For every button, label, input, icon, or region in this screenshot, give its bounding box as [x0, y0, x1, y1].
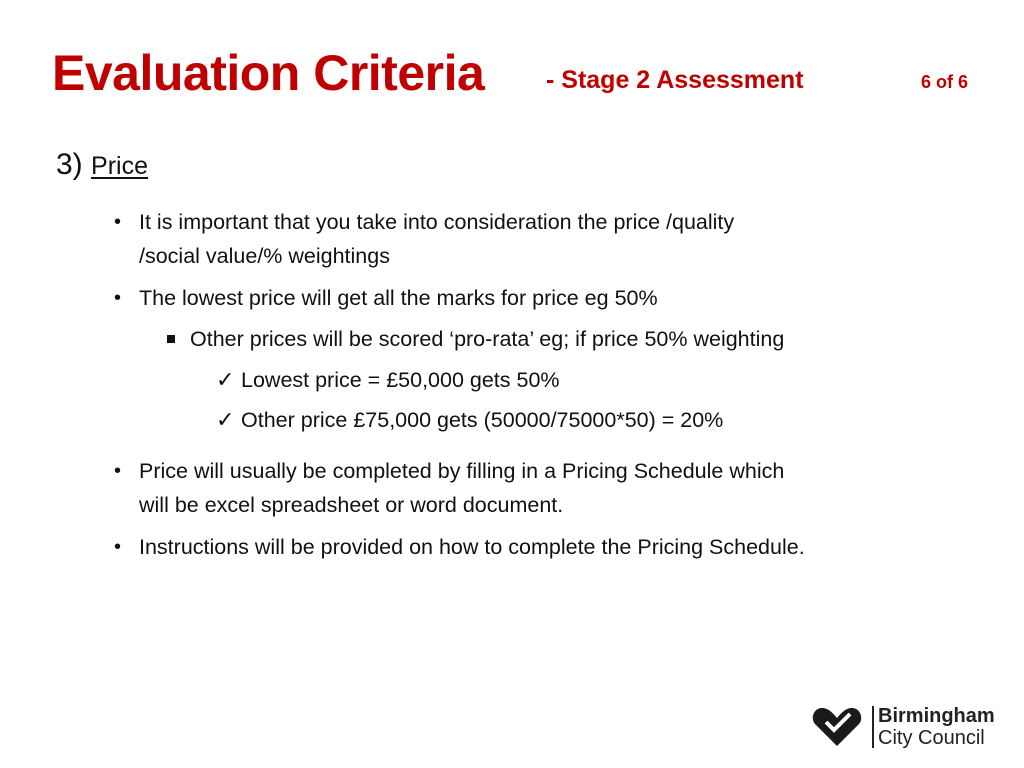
list-item — [114, 454, 785, 488]
list-item-text: Instructions will be provided on how to complete the Pricing Schedule. — [139, 535, 805, 559]
bullet-dot-icon: • — [114, 287, 122, 309]
list-item-text: Price will usually be completed by filling in a Pricing Schedule which — [139, 459, 785, 483]
bullet-dot-icon: • — [114, 460, 122, 482]
logo-name-line2: City Council — [878, 727, 985, 749]
logo-divider — [872, 706, 874, 748]
council-logo — [812, 704, 1002, 750]
list-item-text: /social value/% weightings — [139, 244, 390, 268]
page-title: Evaluation Criteria — [52, 45, 485, 101]
list-item-text: Other prices will be scored ‘pro-rata’ eg; if price 50% weighting — [190, 327, 785, 351]
check-list-item — [216, 363, 560, 397]
check-mark-icon: ✓ — [216, 407, 235, 432]
square-bullet-icon — [167, 335, 175, 343]
page-count: 6 of 6 — [920, 72, 968, 92]
check-list-item — [216, 403, 724, 437]
sub-list-item — [190, 322, 784, 356]
list-item-text: will be excel spreadsheet or word document. — [139, 493, 564, 517]
bullet-dot-icon: • — [114, 536, 122, 558]
list-item-continuation — [139, 239, 390, 273]
bullet-dot-icon: • — [114, 211, 122, 233]
list-item-text: Other price £75,000 gets (50000/75000*50) = 20% — [241, 408, 724, 432]
section-label: Price — [91, 152, 148, 180]
list-item — [114, 205, 735, 239]
list-item-text: It is important that you take into consideration the price /quality — [139, 210, 735, 234]
page-subtitle: - Stage 2 Assessment — [546, 66, 804, 94]
list-item-text: Lowest price = £50,000 gets 50% — [241, 368, 560, 392]
list-item-continuation — [139, 488, 563, 522]
logo-name-line1: Birmingham — [878, 705, 995, 727]
heart-logo-icon — [812, 706, 862, 748]
list-item-text: The lowest price will get all the marks for price eg 50% — [139, 286, 658, 310]
section-number: 3) — [56, 148, 83, 181]
list-item — [114, 281, 658, 315]
check-mark-icon: ✓ — [216, 367, 235, 392]
list-item — [114, 530, 805, 564]
